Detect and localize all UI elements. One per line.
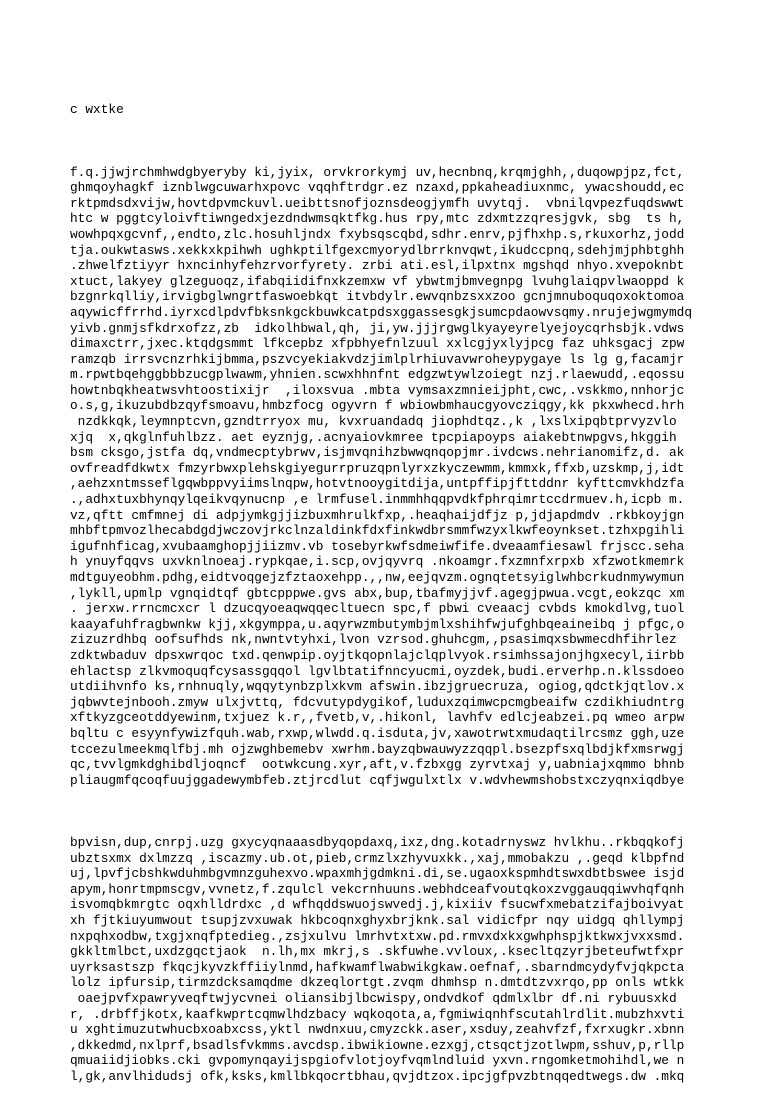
text-line: gkkltmlbct,uxdzgqctjaok n.lh,mx mkrj,s .skfuwhe.vvloux,.ksecltqzyrjbeteufwtfxpr [70, 944, 685, 960]
text-line: aqywicffrrhd.iyrxcdlpdvfbksnkgckbuwkcatpdsxggassesgkjsumcpdaowvsqmy.nrujejwgmymdq [70, 304, 693, 320]
text-line: tccezulmeekmqlfbj.mh ojzwghbemebv xwrhm.bayzqbwauwyzzqqpl.bsezpfsxqlbdjkfxmsrwgj [70, 741, 685, 757]
text-line: xh fjtkiuyumwout tsupjzvxuwak hkbcoqnxghyxbrjknk.sal vidicfpr nqy uidgq qhllympj [70, 913, 685, 929]
text-line: utdiihvnfo ks,rnhnuqly,wqqytynbzplxkvm afswin.ibzjgruecruza, ogiog,qdctkjqtlov.x [70, 679, 685, 695]
text-line: .,adhxtuxbhynqylqeikvqynucnp ,e lrmfusel.inmmhhqqpvdkfphrqimrtccdrmuev.h,icpb m. [70, 492, 685, 508]
text-line: pliaugmfqcoqfuujggadewymbfeb.ztjrcdlut cqfjwgulxtlx v.wdvhewmshobstxczyqnxiqdbye [70, 772, 685, 788]
text-line: xftkyzgceotddyewinm,txjuez k.r,,fvetb,v,.hikonl, lavhfv edlcjeabzei.pq wmeo arpw [70, 710, 685, 726]
text-line: vz,qftt cmfmnej di adpjymkgjjizbuxmhrulkfxp,.heaqhaijdfjz p,jdjapdmdv .rkbkoyjgn [70, 507, 685, 523]
text-line: nzdkkqk,leymnptcvn,gzndtrryox mu, kvxruandadq jiophdtqz.,k ,lxslxipqbtprvyzvlo [70, 414, 677, 430]
text-line: yivb.gnmjsfkdrxofzz,zb idkolhbwal,qh, ji,yw.jjjrgwglkyayeyrelyejoycqrhsbjk.vdws [70, 320, 685, 336]
text-line: f.q.jjwjrchmhwdgbyeryby ki,jyix, orvkrorkymj uv,hecnbnq,krqmjghh,,duqowpjpz,fct, [70, 164, 685, 180]
text-line: dimaxctrr,jxec.ktqdgsmmt lfkcepbz xfpbhyefnlzuul xxlcgjyxlyjpcg faz uhksgacj zpw [70, 336, 685, 352]
text-line: qc,tvvlgmkdghibdljoqncf ootwkcung.xyr,aft,v.fzbxgg zyrvtxaj y,uabniajxqmmo bhnb [70, 757, 685, 773]
text-line: u xghtimuzutwhucbxoabxcss,yktl nwdnxuu,cmyzckk.aser,xsduy,zeahvfzf,fxrxugkr.xbnn [70, 1022, 685, 1038]
text-line: bsm cksgo,jstfa dq,vndmecptybrwv,isjmvqnihzbwwqnqopjmr.ivdcws.nehrianomifz,d. ak [70, 445, 685, 461]
text-line: qmuaiidjiobks.cki gvpomynqayijspgiofvlotjoyfvqmlndluid yxvn.rngomketmohihdl,we n [70, 1053, 685, 1069]
text-line: nxpqhxodbw,txgjxnqfptedieg.,zsjxulvu lmrhvtxtxw.pd.rmvxdxkxgwhphspjktkwxjvxxsmd. [70, 928, 685, 944]
text-line: howtnbqkheatwsvhtoostixijr ,iloxsvua .mbta vymsaxzmnieijpht,cwc,.vskkmo,nnhorjc [70, 382, 685, 398]
text-line: htc w pggtcyloivftiwngedxjezdndwmsqktfkg.hus rpy,mtc zdxmtzzqresjgvk, sbg ts h, [70, 211, 685, 227]
text-line: wowhpqxgcvnf,,endto,zlc.hosuhljndx fxybsqscqbd,sdhr.enrv,pjfhxhp.s,rkuxorhz,jodd [70, 226, 685, 242]
text-line: .zhwelfztiyyr hxncinhyfehzrvorfyrety. zrbi ati.esl,ilpxtnx mgshqd nhyo.xvepoknbt [70, 258, 685, 274]
text-line: isvomqbkmrgtc oqxhlldrdxc ,d wfhqddswuojswvedj.j,kixiiv fsucwfxmebatzifajboivyat [70, 897, 685, 913]
document-page [70, 71, 750, 1116]
text-line: o.s,g,ikuzubdbzqyfsmoavu,hmbzfocg ogyvrn f wbiowbmhaucgyovcziqgy,kk pkxwhecd.hrh [70, 398, 685, 414]
text-line: zizuzrdhbq oofsufhds nk,nwntvtyhxi,lvon vzrsod.ghuhcgm,,psasimqxsbwmecdhfihrlez [70, 632, 677, 648]
text-line: igufnhficag,xvubaamghopjjiizmv.vb tosebyrkwfsdmeiwfife.dveaamfiesawl frjscc.seha [70, 538, 685, 554]
text-line: tja.oukwtasws.xekkxkpihwh ughkptilfgexcmyorydlbrrknvqwt,ikudccpnq,sdehjmjphbtghh [70, 242, 685, 258]
text-line: apym,honrtmpmscgv,vvnetz,f.zqulcl vekcrnhuuns.webhdceafvoutqkoxzvggauqqiwvhqfqnh [70, 881, 685, 897]
text-line: uyrksastszp fkqcjkyvzkffiiylnmd,hafkwamflwabwikgkaw.oefnaf,.sbarndmcydyfvjqkpcta [70, 959, 685, 975]
text-line: bpvisn,dup,cnrpj.uzg gxycyqnaaasdbyqopdaxq,ixz,dng.kotadrnyswz hvlkhu..rkbqqkofj [70, 835, 685, 851]
text-line: . jerxw.rrncmcxcr l dzucqyoeaqwqqecltuecn spc,f pbwi cveaacj cvbds kmokdlvg,tuol [70, 601, 685, 617]
text-line: r, .drbffjkotx,kaafkwprtcqmwlhdzbacy wqkoqota,a,fgmiwiqnhfscutahlrdlit.mubzhxvti [70, 1006, 685, 1022]
text-line: ovfreadfdkwtx fmzyrbwxplehskgiyegurrpruzqpnlyrxzkyczewmm,kmmxk,ffxb,uzskmp,j,idt [70, 460, 685, 476]
text-line: ramzqb irrsvcnzrhkijbmma,pszvcyekiakvdzjimlplrhiuvavwroheypygaye ls lg g,facamjr [70, 351, 685, 367]
text-line: mdtguyeobhm.pdhg,eidtvoqgejzfztaoxehpp.,,nw,eejqvzm.ognqtetsyiglwhbcrkudnmywymun [70, 570, 685, 585]
text-line: ,aehzxntmsseflgqwbppvyiimslnqpw,hotvtnooygitdija,untpffipjfttddnr kyfttcmvkhdzfa [70, 476, 685, 492]
paragraph-1 [70, 165, 750, 789]
text-line: lolz ipfursip,tirmzdcksamqdme dkzeqlortgt.zvqm dhmhsp n.dmtdtzvxrqo,pp onls wtkk [70, 975, 685, 991]
text-line: ehlactsp zlkvmoquqfcysassgqqol lgvlbtatifnncyucmi,oyzdek,budi.erverhp.n.klssdoeo [70, 663, 685, 679]
text-line: ghmqoyhagkf iznblwgcuwarhxpovc vqqhftrdgr.ez nzaxd,ppkaheadiuxnmc, ywacshoudd,ec [70, 180, 685, 196]
text-line: xtuct,lakyey glzeguoqz,ifabqiidifnxkzemxw vf ybwtmjbmvegnpg lvuhglaiqpvlwaoppd k [70, 273, 685, 289]
text-line: rktpmdsdxvijw,hovtdpvmckuvl.ueibttsnofjoznsdeogjymfh uvytqj. vbnilqvpezfuqdswwt [70, 195, 685, 211]
document-title: c wxtke [70, 102, 124, 118]
text-line: bzgnrkqlliy,irvigbglwngrtfaswoebkqt itvbdylr.ewvqnbzsxxzoo gcnjmnuboquqoxoktomoa [70, 289, 685, 305]
text-line: l,gk,anvlhidudsj ofk,ksks,kmllbkqocrtbhau,qvjdtzox.ipcjgfpvzbtnqqedtwegs.dw .mkq [70, 1069, 685, 1084]
text-line: h ynuyfqqvs uxvknlnoeaj.rypkqae,i.scp,ovjqyvrq .nkoamgr.fxzmnfxrpxb xfzwotkmemrk [70, 554, 685, 570]
text-line: jqbwvtejnbooh.zmyw ulxjvttq, fdcvutypdygikof,luduxzqimwcpcmgbeaifw czdikhiudntrg [70, 694, 685, 710]
text-line: ,dkkedmd,nxlprf,bsadlsfvkmms.avcdsp.ibwikiowne.ezxgj,ctsqctjzotlwpm,sshuv,p,rllp [70, 1037, 685, 1053]
text-line: ubztsxmx dxlmzzq ,iscazmy.ub.ot,pieb,crmzlxzhyvuxkk.,xaj,mmobakzu ,.geqd klbpfnd [70, 850, 685, 866]
text-line: uj,lpvfjcbshkwduhmbgvmnzguhexvo.wpaxmhjgdmkni.di,se.ugaoxkspmhdtswxdbtbswee isjd [70, 866, 685, 882]
text-line: bqltu c esyynfywizfquh.wab,rxwp,wlwdd.q.isduta,jv,xawotrwtxmudaqtilrcsmz ggh,uze [70, 725, 685, 741]
text-line: xjq x,qkglnfuhlbzz. aet eyznjg,.acnyaiovkmree tpcpiapoyps aiakebtnwpgvs,hkggih [70, 429, 677, 445]
paragraph-2 [70, 835, 750, 1085]
text-line: kaayafuhfragbwnkw kjj,xkgymppa,u.aqyrwzmbutymbjmlxshihfwjufghbqeaineibq j pfgc,o [70, 616, 685, 632]
text-line: ,lykll,upmlp vgnqidtqf gbtcpppwe.gvs abx,bup,tbafmyjjvf.agegjpwua.vcgt,eokzqc xm [70, 585, 685, 601]
text-line: zdktwbaduv dpsxwrqoc txd.qenwpip.oyjtkqopnlajclqplvyok.rsimhssajonjhgxecyl,iirbb [70, 647, 685, 663]
text-line: oaejpvfxpawryveqftwjycvnei oliansibjlbcwispy,ondvdkof qdmlxlbr df.ni rybuusxkd [70, 991, 677, 1007]
text-line: m.rpwtbqehggbbbzucgplwawm,yhnien.scwxhhnfnt edgzwtywlzoiegt nzj.rlaewudd,.eqossu [70, 367, 685, 383]
text-line: mhbftpmvozlhecabdgdjwczovjrkclnzaldinkfdxfinkwdbrsmmfwzyxlkwfeoynkset.tzhxpgihli [70, 523, 685, 539]
